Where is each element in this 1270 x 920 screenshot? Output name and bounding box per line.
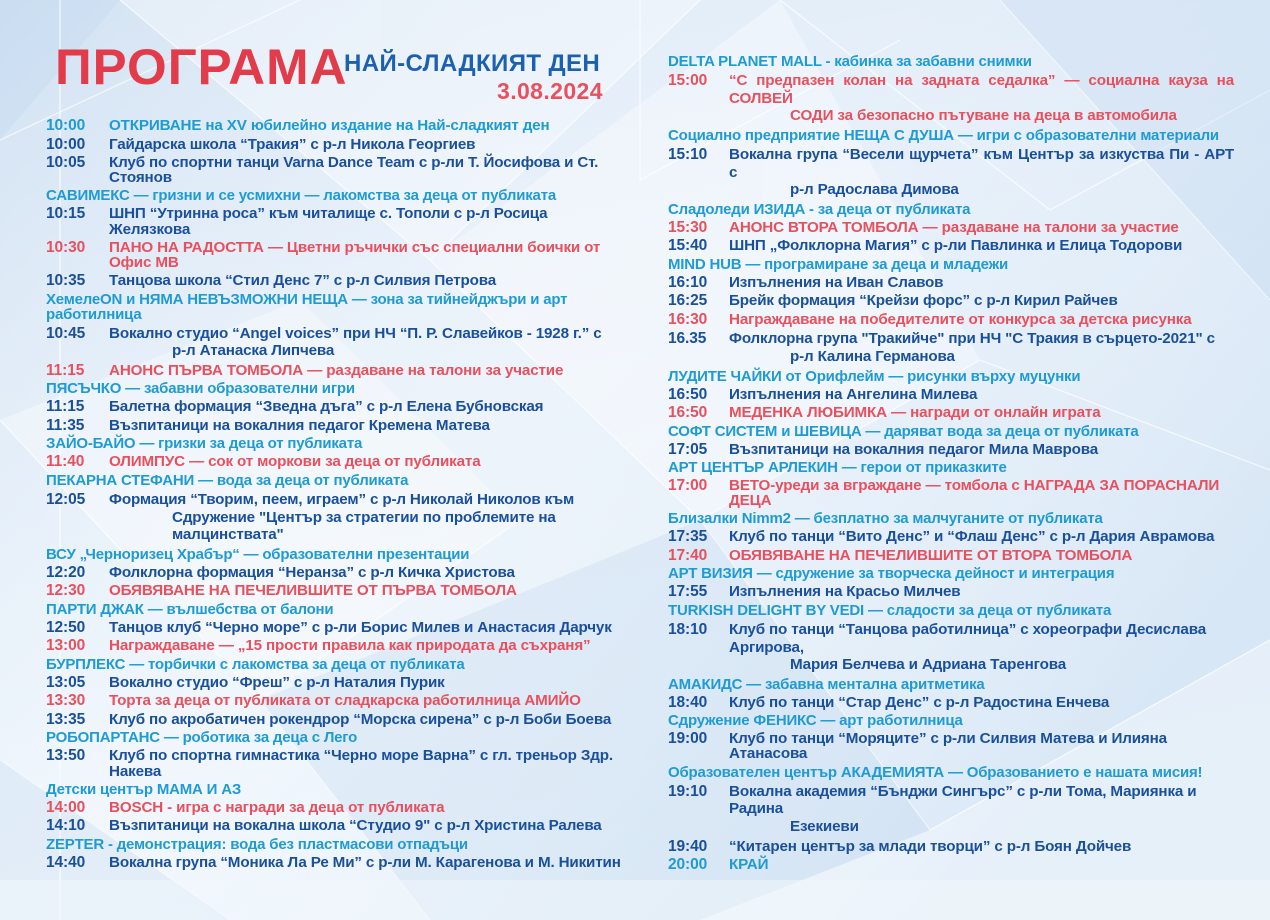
schedule-time: 16:30 (668, 310, 708, 328)
schedule-time: 13:00 (46, 637, 86, 655)
schedule-description: ШНП „Фолклорна Магия” с р-ли Павлинка и Елица Тодорови (729, 237, 1183, 255)
schedule-row (668, 291, 1234, 309)
schedule-time: 10:05 (46, 154, 86, 171)
schedule-time: 17:40 (668, 546, 708, 564)
schedule-description-cont: СОДИ за безопасно пътуване на деца в автомобила (790, 107, 1177, 125)
schedule-description: Клуб по танци “Моряците” с р-ли Силвия Матева и Илияна Атанасова (729, 730, 1167, 763)
sponsor-row (46, 471, 626, 488)
schedule-row (668, 582, 1234, 600)
schedule-time: 18:40 (668, 693, 708, 711)
schedule-time: 10:35 (46, 272, 86, 290)
schedule-time: 11:40 (46, 453, 85, 471)
schedule-row (46, 489, 626, 544)
schedule-description: Изпълнения на Красьо Милчев (729, 583, 961, 601)
schedule-row (668, 403, 1234, 421)
schedule-description: Вокална академия “Бънджи Сингърс” с р-ли Тома, Мариянка и Радина (729, 782, 1197, 818)
schedule-description: САВИМЕКС — гризни и се усмихни — лакомства за деца от публиката (46, 187, 556, 205)
schedule-description: Формация “Творим, пеем, играем” с р-л Николай Николов към (109, 490, 575, 508)
schedule-time: 17:55 (668, 583, 708, 601)
schedule-description: АРТ ЦЕНТЪР АРЛЕКИН — герои от приказките (668, 459, 1007, 476)
schedule-row (46, 271, 626, 289)
schedule-description: BOSCH - игра с награди за деца от публиката (109, 798, 445, 816)
schedule-description: ZEPTER - демонстрация: вода без пластмасови отпадъци (46, 835, 468, 853)
schedule-description: Танцов клуб “Черно море” с р-ли Борис Милев и Анастасия Дарчук (109, 618, 612, 636)
schedule-description: Образователен център АКАДЕМИЯТА — Образованието е нашата мисия! (668, 763, 1203, 781)
schedule-time: 12:20 (46, 563, 86, 581)
schedule-row (668, 781, 1234, 836)
schedule-description: Изпълнения на Иван Славов (729, 273, 944, 291)
schedule-row (668, 273, 1234, 291)
schedule-description: Вокално студио “Angel voices” при НЧ “П. Р. Славейков - 1928 г.” с (109, 324, 602, 342)
schedule-description: РОБОПАРТАНС — роботика за деца с Лего (46, 729, 358, 747)
sponsor-row (668, 200, 1234, 217)
schedule-description: Възпитаници на вокална школа “Студио 9" с р-л Христина Ралева (109, 817, 602, 835)
schedule-row (668, 693, 1234, 711)
sponsor-row (46, 545, 626, 562)
schedule-row (46, 116, 626, 134)
schedule-description: Социално предприятие НЕЩА С ДУША — игри с образователни материали (668, 126, 1219, 144)
schedule-time: 16:25 (668, 292, 708, 310)
schedule-description: Клуб по танци “Вито Денс” и “Флаш Денс” с р-л Дария Аврамова (729, 528, 1215, 546)
schedule-time: 16.35 (668, 330, 707, 348)
schedule-row (668, 328, 1234, 365)
schedule-time: 17:05 (668, 440, 708, 458)
schedule-time: 13:05 (46, 673, 86, 691)
schedule-description: Гайдарска школа “Тракия” с р-л Никола Георгиев (109, 135, 476, 153)
schedule-description: ВСУ „Черноризец Храбър“ — образователни презентации (46, 545, 470, 563)
sponsor-row (668, 564, 1234, 581)
schedule-time: 11:35 (46, 416, 85, 434)
schedule-description: ОТКРИВАНЕ на XV юбилейно издание на Най-сладкият ден (109, 117, 550, 134)
sponsor-row (668, 601, 1234, 618)
schedule-time: 17:35 (668, 528, 708, 546)
schedule-time: 20:00 (668, 856, 708, 874)
schedule-row (46, 798, 626, 816)
schedule-time: 12:30 (46, 582, 86, 600)
schedule-time: 10:00 (46, 117, 86, 134)
schedule-description: Възпитаници на вокалния педагог Кремена Матева (109, 416, 490, 434)
schedule-row (668, 729, 1234, 761)
schedule-row (46, 746, 626, 778)
schedule-description: АНОНС ПЪРВА ТОМБОЛА — раздаване на талони за участие (109, 361, 564, 379)
schedule-time: 10:30 (46, 238, 86, 256)
schedule-time: 12:05 (46, 490, 86, 508)
schedule-time: 10:00 (46, 135, 86, 153)
schedule-description: ПЯСЪЧКО — забавни образователни игри (46, 380, 355, 398)
schedule-time: 14:10 (46, 817, 86, 835)
schedule-time: 13:30 (46, 692, 86, 710)
schedule-description-cont: Сдружение "Център за стратегии по проблемите на малцинствата" (172, 508, 556, 544)
schedule-row (46, 323, 626, 360)
schedule-description: “Китарен център за млади творци” с р-л Боян Дойчев (729, 837, 1132, 855)
schedule-row (46, 853, 626, 871)
schedule-description: Балетна формация “Зведна дъга” с р-л Елена Бубновская (109, 398, 544, 416)
schedule-time: 15:40 (668, 237, 708, 255)
sponsor-row (668, 675, 1234, 692)
schedule-row (668, 837, 1234, 855)
schedule-column-right (668, 52, 1234, 874)
schedule-description: КРАЙ (729, 856, 769, 874)
schedule-description-cont: Мария Белчева и Адриана Таренгова (790, 656, 1067, 674)
schedule-time: 18:10 (668, 620, 708, 638)
schedule-time: 16:10 (668, 273, 708, 291)
schedule-time: 12:50 (46, 618, 86, 636)
schedule-row (668, 310, 1234, 328)
schedule-description: Фолклорна група "Тракийче" при НЧ "С Тракия в сърцето-2021" с (729, 330, 1215, 348)
sponsor-row (46, 835, 626, 852)
page-title: ПРОГРАМА (55, 39, 348, 95)
sponsor-row (668, 763, 1234, 780)
schedule-time: 15:10 (668, 145, 708, 163)
sponsor-row (46, 186, 626, 203)
schedule-time: 13:50 (46, 747, 86, 765)
event-date: 3.08.2024 (497, 78, 603, 104)
schedule-description: СОФТ СИСТЕМ и ШЕВИЦА — даряват вода за деца от публиката (668, 422, 1139, 440)
schedule-time: 17:00 (668, 477, 708, 494)
schedule-description: Възпитаници на вокалния педагог Мила Маврова (729, 440, 1099, 458)
schedule-description: Вокална група “Моника Ла Ре Ми” с р-ли М. Карагенова и М. Никитин (109, 853, 621, 871)
schedule-row (46, 238, 626, 270)
sponsor-row (668, 255, 1234, 272)
sponsor-row (668, 126, 1234, 143)
schedule-row (668, 546, 1234, 564)
schedule-description: Брейк формация “Крейзи форс” с р-л Кирил Райчев (729, 292, 1118, 310)
schedule-description: Вокално студио “Фреш” с р-л Наталия Пурик (109, 673, 445, 691)
schedule-time: 19:10 (668, 782, 708, 800)
schedule-time: 19:40 (668, 837, 708, 855)
schedule-row (668, 527, 1234, 545)
poster-header (0, 0, 640, 110)
schedule-time: 10:45 (46, 324, 86, 342)
schedule-row (668, 855, 1234, 873)
schedule-column-left (46, 116, 626, 871)
schedule-description: Изпълнения на Ангелина Милева (729, 385, 978, 403)
schedule-row (46, 135, 626, 153)
schedule-time: 15:00 (668, 72, 708, 89)
schedule-description: Клуб по спортни танци Varna Dance Team с р-ли Т. Йосифова и Ст. Стоянов (109, 154, 599, 187)
schedule-row (668, 144, 1234, 199)
schedule-description: Награждаване на победителите от конкурса за детска рисунка (729, 310, 1192, 328)
schedule-description: БУРПЛЕКС — торбички с лакомства за деца от публиката (46, 655, 465, 673)
schedule-row (46, 563, 626, 581)
schedule-description: Клуб по акробатичен рокендрор “Морска сирена” с р-л Боби Боева (109, 710, 612, 728)
sponsor-row (46, 290, 626, 322)
schedule-row (46, 618, 626, 636)
schedule-description: ЛУДИТЕ ЧАЙКИ от Орифлейм — рисунки върху муцунки (668, 367, 1081, 385)
schedule-description: TURKISH DELIGHT BY VEDI — сладости за деца от публиката (668, 601, 1112, 619)
schedule-description-cont: р-л Калина Германова (790, 347, 955, 365)
schedule-description: Клуб по спортна гимнастика “Черно море Варна” с гл. треньор Здр. Накева (109, 747, 613, 780)
schedule-row (46, 153, 626, 185)
schedule-time: 19:00 (668, 730, 708, 748)
schedule-row (46, 636, 626, 654)
sponsor-row (46, 655, 626, 672)
sponsor-row (668, 458, 1234, 475)
schedule-description: ВЕТО-уреди за вграждане — томбола с НАГРАДА ЗА ПОРАСНАЛИ ДЕЦА (729, 477, 1220, 510)
schedule-row (46, 204, 626, 236)
sponsor-row (46, 600, 626, 617)
sponsor-row (668, 711, 1234, 728)
schedule-description: ОЛИМПУС — сок от моркови за деца от публиката (109, 453, 481, 471)
schedule-description: Торта за деца от публиката от сладкарска работилница АМИЙО (109, 692, 581, 710)
schedule-description: ПЕКАРНА СТЕФАНИ — вода за деца от публиката (46, 471, 409, 489)
schedule-row (668, 70, 1234, 125)
schedule-description: Клуб по танци “Танцова работилница” с хореографи Десислава Аргирова, (729, 620, 1206, 656)
schedule-description: MIND HUB — програмиране за деца и младежи (668, 255, 1009, 273)
schedule-description-cont: Езекиеви (790, 817, 859, 835)
schedule-description-cont: р-л Атанаска Липчева (172, 342, 335, 360)
schedule-description: АМАКИДС — забавна ментална аритметика (668, 675, 985, 693)
schedule-description: ПАНО НА РАДОСТТА — Цветни ръчички със специални боички от Офис МВ (109, 238, 601, 272)
schedule-time: 15:30 (668, 218, 708, 236)
schedule-description: МЕДЕНКА ЛЮБИМКА — награди от онлайн играта (729, 404, 1101, 421)
schedule-row (668, 440, 1234, 458)
schedule-description-cont: р-л Радослава Димова (790, 181, 959, 199)
sponsor-row (668, 422, 1234, 439)
schedule-time: 10:15 (46, 205, 86, 223)
sponsor-row (668, 509, 1234, 526)
schedule-description: Награждаване — „15 прости правила как природата да съхраня” (109, 637, 591, 655)
schedule-description: DELTA PLANET MALL - кабинка за забавни снимки (668, 53, 1032, 70)
schedule-description: ХемелеON и НЯМА НЕВЪЗМОЖНИ НЕЩА — зона за тийнейджъри и арт работилница (46, 290, 568, 323)
schedule-description: ШНП “Утринна роса” към читалище с. Тополи с р-л Росица Желязкова (109, 205, 548, 238)
sponsor-row (668, 367, 1234, 384)
schedule-time: 14:40 (46, 853, 86, 871)
schedule-row (668, 385, 1234, 403)
schedule-time: 13:35 (46, 710, 86, 728)
schedule-description: Сдружение ФЕНИКС — арт работилница (668, 712, 963, 730)
schedule-description: Клуб по танци “Стар Денс” с р-л Радостина Енчева (729, 693, 1110, 711)
schedule-description: ЗАЙО-БАЙО — гризки за деца от публиката (46, 435, 363, 453)
schedule-time: 11:15 (46, 361, 85, 379)
schedule-row (668, 619, 1234, 674)
schedule-row (46, 673, 626, 691)
schedule-description: “С предпазен колан на задната седалка” — социална кауза на СОЛВЕЙ (729, 72, 1234, 107)
schedule-description: Вокална група “Весели щурчета” към Център за изкуства Пи - АРТ с (729, 145, 1234, 181)
sponsor-row (46, 780, 626, 797)
schedule-row (46, 397, 626, 415)
schedule-description: ПАРТИ ДЖАК — вълшебства от балони (46, 600, 334, 618)
sponsor-row (46, 379, 626, 396)
schedule-row (668, 476, 1234, 508)
schedule-description: АРТ ВИЗИЯ — сдружение за творческа дейност и интеграция (668, 565, 1115, 583)
schedule-description: ОБЯВЯВАНЕ НА ПЕЧЕЛИВШИТЕ ОТ ПЪРВА ТОМБОЛА (109, 582, 517, 600)
schedule-description: Фолклорна формация “Неранза” с р-л Кичка Христова (109, 563, 515, 581)
schedule-description: Детски център МАМА И АЗ (46, 780, 242, 798)
schedule-row (46, 816, 626, 834)
schedule-description: Танцова школа “Стил Денс 7” с р-л Силвия Петрова (109, 272, 497, 290)
schedule-row (46, 710, 626, 728)
schedule-description: Близалки Nimm2 — безплатно за малчуганите от публиката (668, 510, 1103, 528)
schedule-row (46, 361, 626, 379)
schedule-description: АНОНС ВТОРА ТОМБОЛА — раздаване на талони за участие (729, 218, 1179, 236)
schedule-row (46, 581, 626, 599)
sponsor-row (668, 52, 1234, 69)
sponsor-row (46, 728, 626, 745)
schedule-time: 16:50 (668, 404, 708, 421)
schedule-row (668, 218, 1234, 236)
schedule-row (46, 452, 626, 470)
event-subtitle: НАЙ-СЛАДКИЯТ ДЕН (344, 50, 601, 77)
schedule-time: 14:00 (46, 798, 86, 816)
schedule-row (46, 691, 626, 709)
schedule-row (668, 236, 1234, 254)
schedule-description: Сладоледи ИЗИДА - за деца от публиката (668, 200, 971, 218)
schedule-time: 16:50 (668, 385, 708, 403)
sponsor-row (46, 434, 626, 451)
schedule-row (46, 416, 626, 434)
schedule-time: 11:15 (46, 398, 85, 416)
schedule-description: ОБЯВЯВАНЕ НА ПЕЧЕЛИВШИТЕ ОТ ВТОРА ТОМБОЛА (729, 546, 1133, 564)
